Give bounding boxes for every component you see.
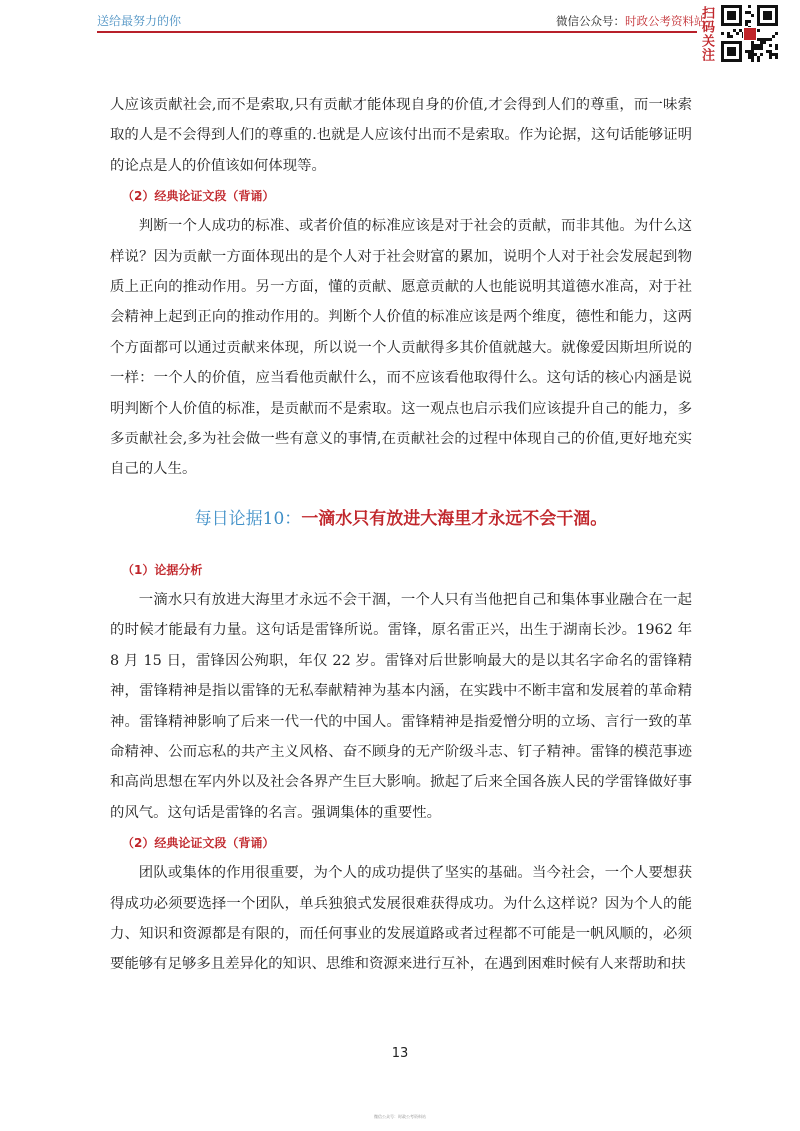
qr-module	[721, 44, 724, 47]
qr-module	[730, 23, 733, 26]
qr-module	[727, 11, 730, 14]
qr-module	[733, 47, 736, 50]
qr-module	[754, 44, 757, 47]
qr-module	[769, 50, 772, 53]
qr-logo-icon	[743, 27, 757, 41]
qr-module	[757, 44, 760, 47]
paragraph-argument-1: 判断一个人成功的标准、或者价值的标准应该是对于社会的贡献，而非其他。为什么这样说？因为贡献一方面体现出的是个人对于社会财富的累加，说明个人对于社会发展起到物质上正向的推动作用。另一方面，懂的贡献、愿意贡献的人也能说明其道德水准高，对于社会精神上起到正向的推动作用的。判断个人价值的标准应该是两个维度，德性和能力，这两个方面都可以通过贡献来体现，所以说一个人贡献得多其价值就越大。就像爱因斯坦所说的一样：一个人的价值，应当看他贡献什么，而不应该看他取得什么。这句话的核心内涵是说明判断个人价值的标准，是贡献而不是索取。这一观点也启示我们应该提升自己的能力，多多贡献社会,多为社会做一些有意义的事情,在贡献社会的过程中体现自己的价值,更好地充实自己的人生。	[110, 218, 692, 478]
qr-module	[739, 11, 742, 14]
qr-module	[769, 14, 772, 17]
qr-module	[736, 32, 739, 35]
qr-module	[748, 50, 751, 53]
qr-module	[730, 47, 733, 50]
qr-module	[721, 59, 724, 62]
qr-module	[721, 41, 724, 44]
qr-module	[724, 41, 727, 44]
qr-module	[733, 5, 736, 8]
qr-module	[733, 29, 736, 32]
qr-module	[739, 53, 742, 56]
qr-module	[754, 47, 757, 50]
qr-module	[739, 59, 742, 62]
qr-module	[748, 20, 751, 23]
qr-module	[772, 5, 775, 8]
scan-follow-label: 扫码关注	[699, 6, 714, 62]
qr-module	[733, 17, 736, 20]
qr-code[interactable]	[720, 4, 778, 62]
qr-module	[739, 8, 742, 11]
qr-module	[727, 53, 730, 56]
qr-module	[721, 8, 724, 11]
qr-module	[724, 23, 727, 26]
qr-module	[775, 47, 778, 50]
subheading-analysis: （1）论据分析	[122, 562, 203, 577]
qr-module	[766, 50, 769, 53]
qr-module	[739, 17, 742, 20]
qr-module	[721, 11, 724, 14]
qr-module	[727, 14, 730, 17]
qr-module	[727, 35, 730, 38]
paragraph-argument-2: 团队或集体的作用很重要，为个人的成功提供了坚实的基础。当今社会，一个人要想获得成功必须要选择一个团队，单兵独狼式发展很难获得成功。为什么这样说？因为个人的能力、知识和资源都是有限的，而任何事业的发展道路或者过程都不可能是一帆风顺的，必须要能够有足够多且差异化的知识、思维和资源来进行互补，在遇到困难时候有人来帮助和扶	[110, 865, 692, 973]
qr-module	[733, 14, 736, 17]
qr-module	[763, 5, 766, 8]
qr-module	[751, 44, 754, 47]
qr-module	[763, 23, 766, 26]
qr-module	[724, 5, 727, 8]
qr-module	[766, 14, 769, 17]
qr-module	[772, 53, 775, 56]
qr-module	[733, 53, 736, 56]
footer-note: 微信公众号：时政公考资料站	[374, 1114, 426, 1119]
qr-module	[757, 29, 760, 32]
qr-module	[721, 47, 724, 50]
qr-module	[739, 14, 742, 17]
qr-module	[760, 38, 763, 41]
qr-module	[769, 5, 772, 8]
page-content	[110, 90, 692, 980]
qr-module	[775, 17, 778, 20]
qr-module	[730, 11, 733, 14]
header-wechat-name: 时政公考资料站	[625, 14, 706, 28]
qr-module	[766, 38, 769, 41]
subheading-argument-1: （2）经典论证文段（背诵）	[122, 189, 275, 204]
qr-module	[727, 50, 730, 53]
qr-module	[775, 5, 778, 8]
qr-module	[745, 11, 748, 14]
qr-module	[766, 5, 769, 8]
qr-module	[730, 5, 733, 8]
qr-module	[727, 47, 730, 50]
qr-module	[775, 44, 778, 47]
qr-module	[757, 56, 760, 59]
qr-module	[721, 32, 724, 35]
qr-module	[757, 5, 760, 8]
qr-module	[721, 17, 724, 20]
qr-module	[757, 17, 760, 20]
qr-module	[721, 20, 724, 23]
qr-module	[766, 11, 769, 14]
qr-module	[745, 23, 748, 26]
qr-module	[727, 5, 730, 8]
qr-module	[745, 20, 748, 23]
qr-module	[727, 23, 730, 26]
qr-module	[733, 50, 736, 53]
qr-module	[739, 44, 742, 47]
qr-module	[730, 14, 733, 17]
header-rule	[97, 31, 697, 33]
qr-module	[727, 41, 730, 44]
page-number: 13	[391, 1046, 409, 1061]
qr-module	[757, 20, 760, 23]
qr-module	[760, 44, 763, 47]
qr-module	[739, 56, 742, 59]
qr-module	[751, 59, 754, 62]
qr-module	[775, 23, 778, 26]
paragraph-analysis: 一滴水只有放进大海里才永远不会干涸，一个人只有当他把自己和集体事业融合在一起的时候才能最有力量。这句话是雷锋所说。雷锋，原名雷正兴，出生于湖南长沙。1962 年 8 月 15 日，雷锋因公殉职，年仅 22 岁。雷锋对后世影响最大的是以其名字命名的雷锋精神，雷锋精神是指以雷锋的无私奉献精神为基本内涵，在实践中不断丰富和发展着的革命精神。雷锋精神影响了后来一代一代的中国人。雷锋精神是指爱憎分明的立场、言行一致的革命精神、公而忘私的共产主义风格、奋不顾身的无产阶级斗志、钉子精神。雷锋的模范事迹和高尚思想在军内外以及社会各界产生巨大影响。掀起了后来全国各族人民的学雷锋做好事的风气。这句话是雷锋的名言。强调集体的重要性。	[110, 591, 692, 821]
qr-module	[769, 56, 772, 59]
qr-module	[739, 50, 742, 53]
qr-module	[769, 44, 772, 47]
subheading-argument-2: （2）经典论证文段（背诵）	[122, 836, 275, 851]
qr-module	[763, 38, 766, 41]
qr-module	[757, 11, 760, 14]
qr-module	[748, 5, 751, 8]
qr-module	[760, 41, 763, 44]
qr-module	[772, 35, 775, 38]
qr-module	[733, 41, 736, 44]
qr-module	[775, 32, 778, 35]
header-slogan: 送给最努力的你	[97, 14, 182, 28]
qr-module	[769, 53, 772, 56]
qr-module	[757, 47, 760, 50]
qr-module	[763, 41, 766, 44]
qr-module	[766, 23, 769, 26]
qr-module	[721, 23, 724, 26]
qr-module	[736, 5, 739, 8]
paragraph-intro: 人应该贡献社会,而不是索取,只有贡献才能体现自身的价值,才会得到人们的尊重，而一味索取的人是不会得到人们的尊重的.也就是人应该付出而不是索取。作为论据，这句话能够证明的论点是人的价值该如何体现等。	[110, 97, 692, 174]
qr-module	[751, 14, 754, 17]
header-wechat-prefix: 微信公众号：	[556, 14, 625, 28]
qr-module	[721, 53, 724, 56]
qr-module	[769, 23, 772, 26]
qr-module	[775, 56, 778, 59]
qr-module	[748, 11, 751, 14]
qr-module	[739, 47, 742, 50]
qr-module	[763, 14, 766, 17]
qr-module	[763, 11, 766, 14]
qr-module	[730, 17, 733, 20]
qr-module	[769, 11, 772, 14]
qr-module	[775, 11, 778, 14]
qr-module	[760, 5, 763, 8]
qr-module	[739, 29, 742, 32]
qr-module	[721, 14, 724, 17]
qr-module	[775, 20, 778, 23]
section-title	[110, 497, 692, 541]
qr-module	[736, 59, 739, 62]
qr-module	[724, 59, 727, 62]
qr-module	[721, 50, 724, 53]
qr-module	[757, 14, 760, 17]
qr-module	[730, 53, 733, 56]
qr-module	[751, 47, 754, 50]
qr-module	[733, 23, 736, 26]
qr-module	[772, 23, 775, 26]
qr-module	[736, 23, 739, 26]
qr-module	[748, 56, 751, 59]
qr-module	[721, 56, 724, 59]
qr-module	[727, 17, 730, 20]
qr-module	[769, 38, 772, 41]
qr-module	[751, 41, 754, 44]
qr-module	[775, 53, 778, 56]
qr-module	[757, 38, 760, 41]
qr-module	[760, 47, 763, 50]
qr-module	[754, 53, 757, 56]
qr-module	[745, 50, 748, 53]
qr-module	[739, 41, 742, 44]
qr-module	[760, 53, 763, 56]
qr-module	[739, 5, 742, 8]
qr-module	[739, 20, 742, 23]
qr-module	[751, 53, 754, 56]
qr-module	[766, 17, 769, 20]
qr-module	[727, 32, 730, 35]
qr-module	[751, 50, 754, 53]
section-label: 每日论据10：	[194, 508, 302, 529]
qr-module	[748, 53, 751, 56]
qr-module	[775, 14, 778, 17]
section-quote: 一滴水只有放进大海里才永远不会干涸。	[301, 508, 608, 529]
qr-module	[730, 50, 733, 53]
header-wechat	[556, 13, 706, 29]
qr-module	[763, 17, 766, 20]
qr-module	[730, 59, 733, 62]
qr-module	[733, 11, 736, 14]
qr-module	[733, 59, 736, 62]
qr-module	[739, 23, 742, 26]
qr-module	[775, 8, 778, 11]
qr-module	[736, 41, 739, 44]
qr-module	[769, 17, 772, 20]
qr-module	[730, 35, 733, 38]
qr-module	[721, 5, 724, 8]
qr-module	[757, 59, 760, 62]
qr-module	[760, 23, 763, 26]
qr-module	[751, 56, 754, 59]
qr-module	[730, 41, 733, 44]
qr-module	[727, 59, 730, 62]
qr-module	[757, 8, 760, 11]
qr-module	[757, 23, 760, 26]
